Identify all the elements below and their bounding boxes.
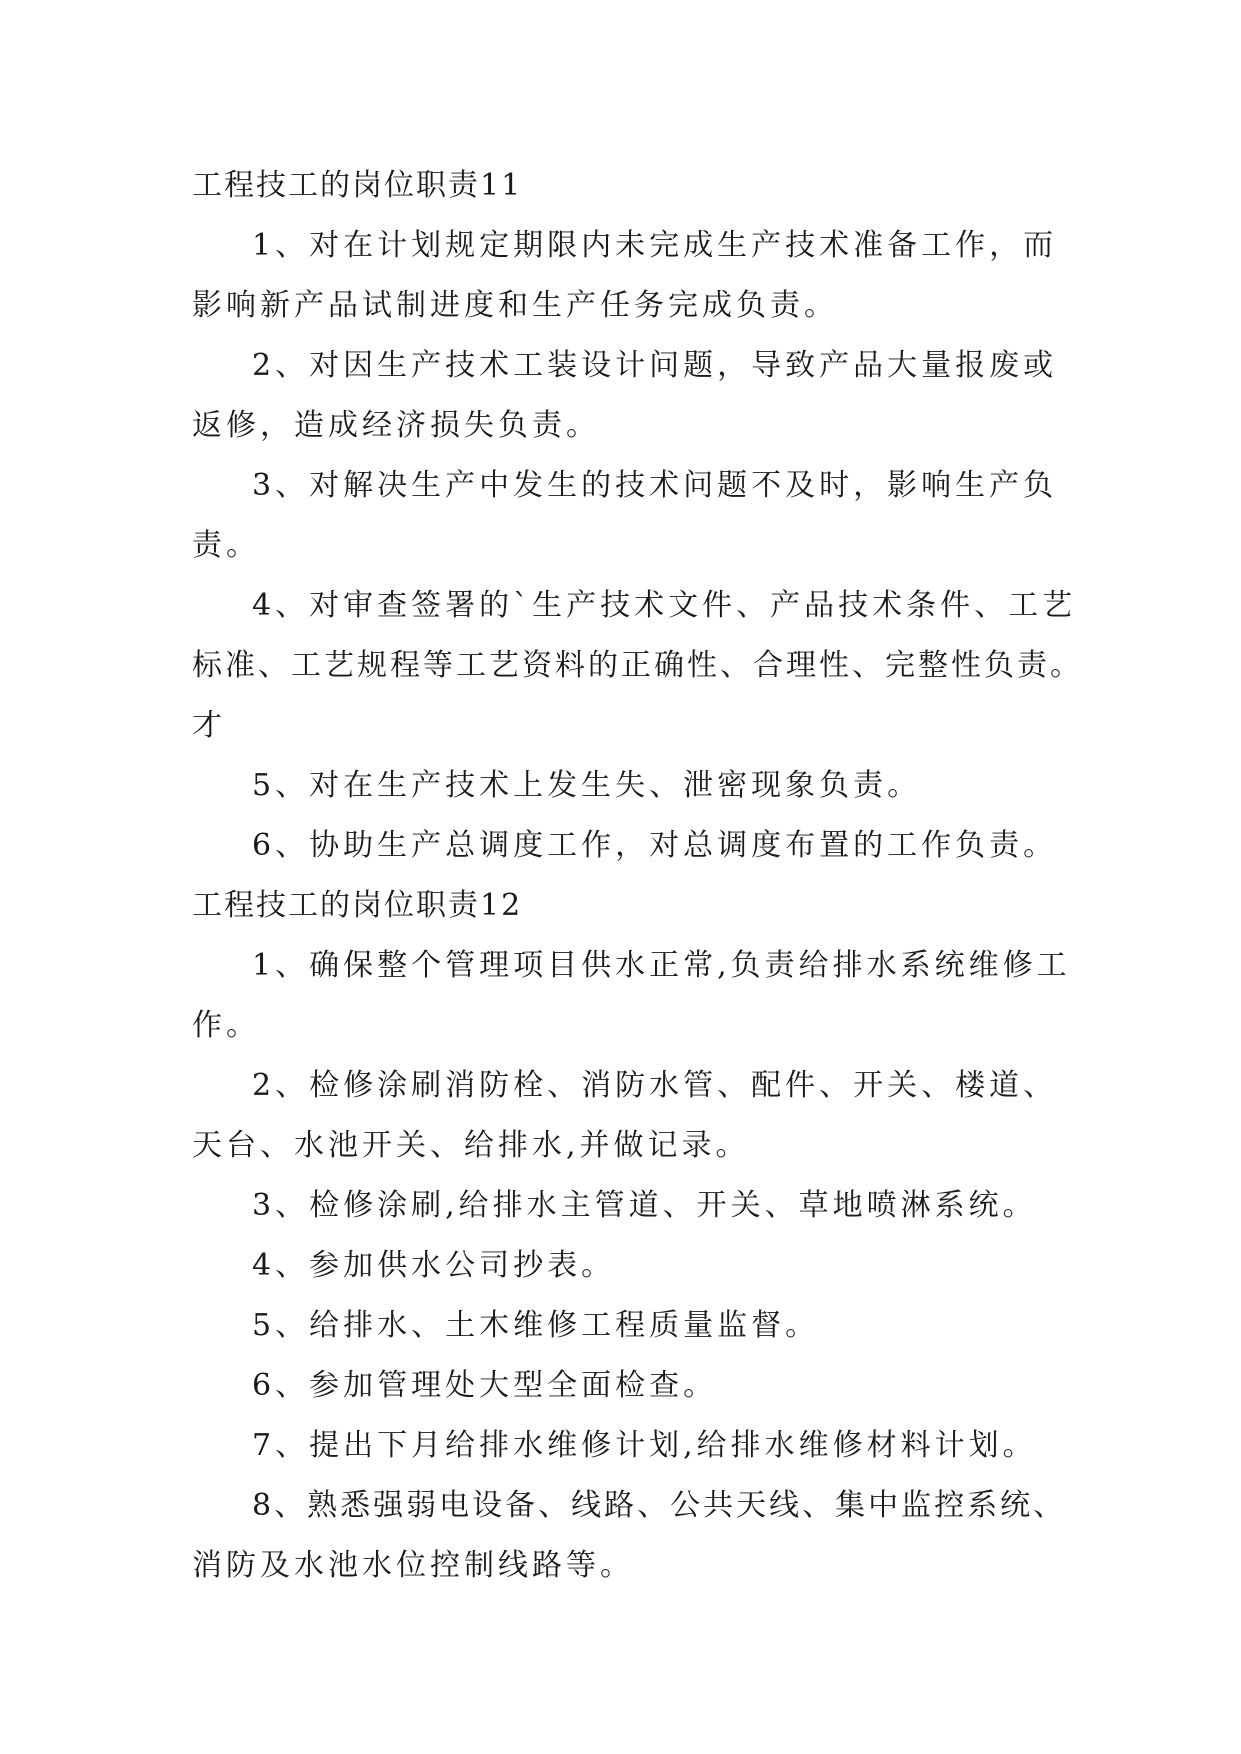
paragraph-line: 1、确保整个管理项目供水正常,负责给排水系统维修工	[252, 948, 1071, 983]
paragraph-line: 8、熟悉强弱电设备、线路、公共天线、集中监控系统、	[252, 1488, 1067, 1523]
paragraph-line: 消防及水池水位控制线路等。	[192, 1548, 634, 1583]
paragraph-line: 6、协助生产总调度工作，对总调度布置的工作负责。	[252, 828, 1058, 863]
paragraph-line: 6、参加管理处大型全面检查。	[252, 1368, 718, 1403]
paragraph-line: 影响新产品试制进度和生产任务完成负责。	[192, 288, 838, 323]
paragraph-line: 标准、工艺规程等工艺资料的正确性、合理性、完整性负责。	[192, 648, 1083, 683]
section-heading-11: 工程技工的岗位职责11	[192, 168, 523, 203]
paragraph-line: 4、参加供水公司抄表。	[252, 1248, 616, 1283]
paragraph-line: 作。	[192, 1008, 260, 1043]
paragraph-line: 5、对在生产技术上发生失、泄密现象负责。	[252, 768, 922, 803]
paragraph-line: 返修，造成经济损失负责。	[192, 408, 600, 443]
paragraph-line: 7、提出下月给排水维修计划,给排水维修材料计划。	[252, 1428, 1037, 1463]
paragraph-line: 3、对解决生产中发生的技术问题不及时，影响生产负	[252, 468, 1058, 503]
paragraph-line: 2、检修涂刷消防栓、消防水管、配件、开关、楼道、	[252, 1068, 1058, 1103]
section-heading-12: 工程技工的岗位职责12	[192, 888, 523, 923]
paragraph-line: 天台、水池开关、给排水,并做记录。	[192, 1128, 750, 1163]
paragraph-line: 2、对因生产技术工装设计问题，导致产品大量报废或	[252, 348, 1058, 383]
paragraph-line: 5、给排水、土木维修工程质量监督。	[252, 1308, 820, 1343]
paragraph-line: 3、检修涂刷,给排水主管道、开关、草地喷淋系统。	[252, 1188, 1037, 1223]
paragraph-line: 才	[192, 708, 226, 743]
paragraph-line: 4、对审查签署的`生产技术文件、产品技术条件、工艺	[252, 588, 1077, 623]
paragraph-line: 1、对在计划规定期限内未完成生产技术准备工作，而	[252, 228, 1058, 263]
paragraph-line: 责。	[192, 528, 260, 563]
